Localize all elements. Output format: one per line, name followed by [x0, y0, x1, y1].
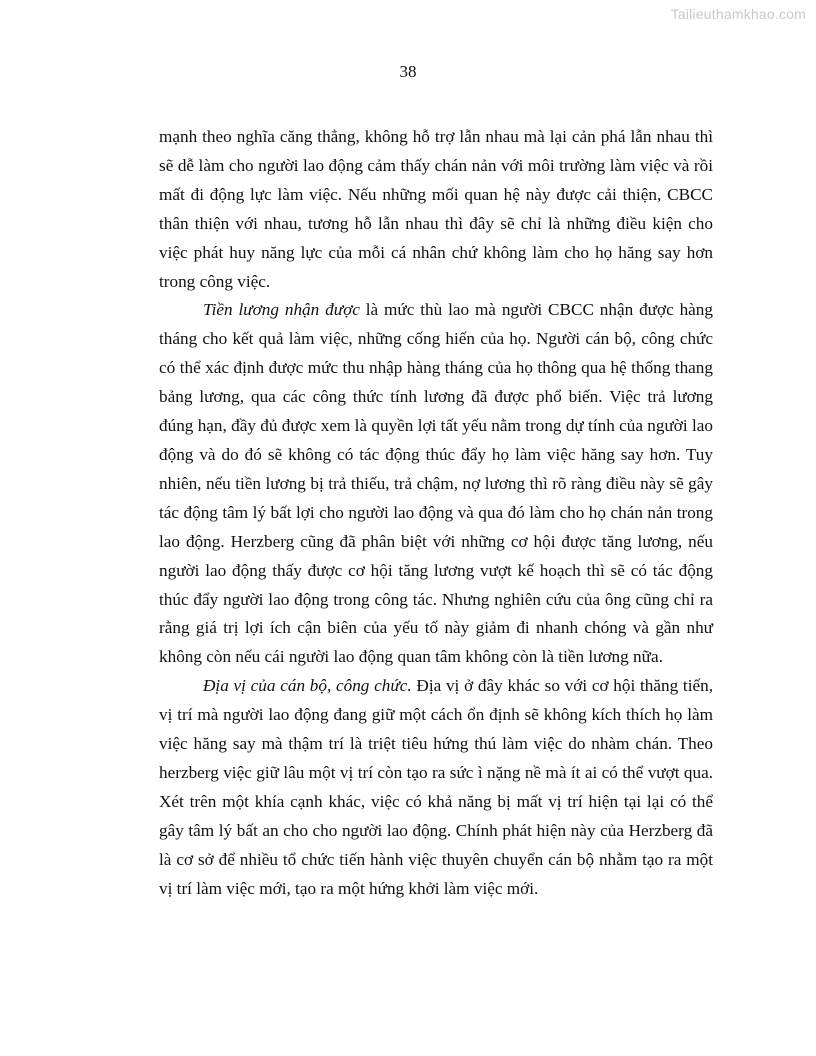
page-number: 38 [399, 62, 417, 81]
paragraph-salary [159, 296, 713, 672]
paragraph-text: Địa vị ở đây khác so với cơ hội thăng tiến, vị trí mà người lao động đang giữ một cách ổn định sẽ không kích thích họ làm việc hăng say mà thậm trí là triệt tiêu hứng thú làm việc do nhàm chán. Theo herzberg việc giữ lâu một vị trí còn tạo ra sức ì nặng nề mà ít ai có thể vượt qua. Xét trên một khía cạnh khác, việc có khả năng bị mất vị trí hiện tại lại có thể gây tâm lý bất an cho cho người lao động. Chính phát hiện này của Herzberg đã là cơ sở để nhiều tổ chức tiến hành việc thuyên chuyển cán bộ nhằm tạo ra một vị trí làm việc mới, tạo ra một hứng khởi làm việc mới. [159, 676, 714, 898]
watermark-text: Tailieuthamkhao.com [670, 6, 806, 22]
paragraph-continuation [159, 123, 713, 296]
paragraph-text: là mức thù lao mà người CBCC nhận được hàng tháng cho kết quả làm việc, những cống hiến của họ. Người cán bộ, công chức có thể xác định được mức thu nhập hàng tháng của họ thông qua hệ thống thang bảng lương, qua các công thức tính lương đã được phổ biến. Việc trả lương đúng hạn, đầy đủ được xem là quyền lợi tất yếu nằm trong dự tính của người lao động và do đó sẽ không có tác động thúc đẩy họ làm việc hăng say hơn. Tuy nhiên, nếu tiền lương bị trả thiếu, trả chậm, nợ lương thì rõ ràng điều này sẽ gây tác động tâm lý bất lợi cho người lao động và qua đó làm cho họ chán nản trong lao động. Herzberg cũng đã phân biệt với những cơ hội được tăng lương, nếu người lao động thấy được cơ hội tăng lương vượt kế hoạch thì sẽ có tác động thúc đẩy người lao động trong công tác. Nhưng nghiên cứu của ông cũng chỉ ra rằng giá trị lợi ích cận biên của yếu tố này giảm đi nhanh chóng và gần như không còn nếu cái người lao động quan tâm không còn là tiền lương nữa. [159, 300, 713, 667]
italic-term-salary: Tiền lương nhận được [203, 300, 360, 320]
italic-term-status: Địa vị của cán bộ, công chức. [203, 676, 412, 696]
paragraph-status [159, 672, 713, 903]
document-body [159, 123, 713, 903]
paragraph-text: mạnh theo nghĩa căng thẳng, không hỗ trợ lẫn nhau mà lại cản phá lẫn nhau thì sẽ dễ làm cho người lao động cảm thấy chán nản với môi trường làm việc và rồi mất đi động lực làm việc. Nếu những mối quan hệ này được cải thiện, CBCC thân thiện với nhau, tương hỗ lẫn nhau thì đây sẽ chỉ là những điều kiện cho việc phát huy năng lực của mỗi cá nhân chứ không làm cho họ hăng say hơn trong công việc. [159, 127, 713, 291]
